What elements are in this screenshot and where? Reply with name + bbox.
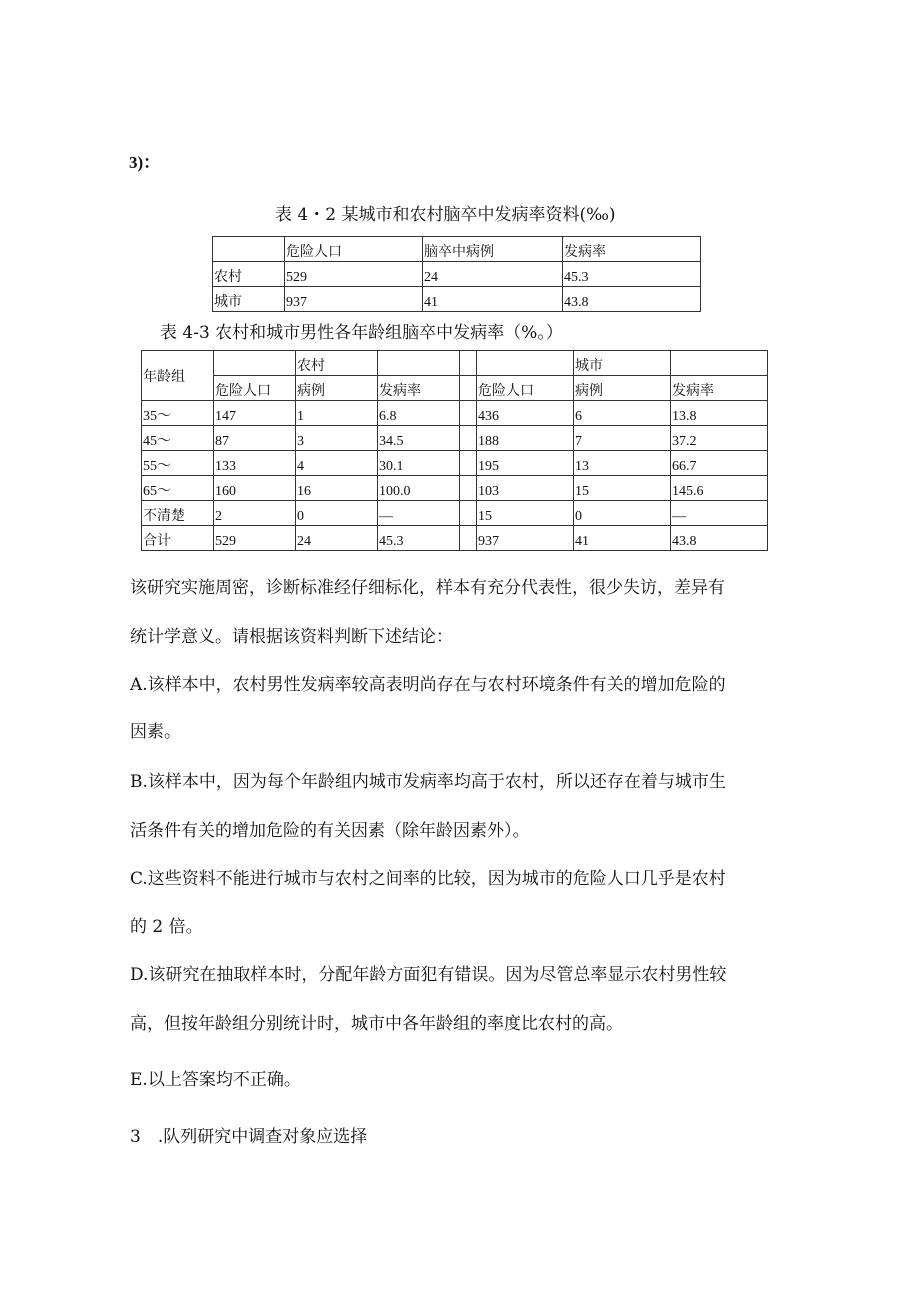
table-cell: 34.5	[378, 426, 460, 451]
table-row	[142, 401, 768, 426]
table-cell: —	[671, 501, 768, 526]
urban-header: 城市	[574, 351, 671, 376]
table-cell: 24	[296, 526, 378, 551]
option-a: A.该样本中，农村男性发病率较高表明尚存在与农村环境条件有关的增加危险的	[130, 675, 726, 695]
table-cell: 937	[285, 287, 423, 312]
table-header-cell: 脑卒中病例	[423, 237, 563, 262]
table-cell: 45.3	[378, 526, 460, 551]
table-cell	[671, 351, 768, 376]
table-header-cell: 发病率	[563, 237, 701, 262]
table-header-cell: 危险人口	[214, 376, 296, 401]
table-cell: 16	[296, 476, 378, 501]
table-cell: 0	[574, 501, 671, 526]
table-cell: 15	[477, 501, 574, 526]
table-cell: 6.8	[378, 401, 460, 426]
table-cell: 13	[574, 451, 671, 476]
table-cell: 2	[214, 501, 296, 526]
table-header-cell: 病例	[574, 376, 671, 401]
table-cell: 100.0	[378, 476, 460, 501]
table-cell: 37.2	[671, 426, 768, 451]
table-cell: 145.6	[671, 476, 768, 501]
table-cell: 30.1	[378, 451, 460, 476]
option-d: D.该研究在抽取样本时，分配年龄方面犯有错误。因为尽管总率显示农村男性较	[130, 965, 727, 985]
table1-caption: 表 4・2 某城市和农村脑卒中发病率资料(‰)	[275, 205, 616, 225]
table-cell: 4	[296, 451, 378, 476]
option-c-cont: 的 2 倍。	[130, 917, 203, 937]
table-row	[142, 376, 768, 401]
table-gap-cell	[460, 476, 477, 501]
option-b: B.该样本中，因为每个年龄组内城市发病率均高于农村，所以还存在着与城市生	[130, 772, 726, 792]
age-cell: 45～	[142, 426, 214, 451]
table-row	[142, 526, 768, 551]
age-cell: 合计	[142, 526, 214, 551]
body-paragraph-line: 该研究实施周密，诊断标准经仔细标化，样本有充分代表性，很少失访，差异有	[130, 578, 725, 598]
age-cell: 不清楚	[142, 501, 214, 526]
table-cell	[213, 237, 285, 262]
table-cell: 188	[477, 426, 574, 451]
age-cell: 35～	[142, 401, 214, 426]
table-row	[213, 287, 701, 312]
table-gap-cell	[460, 401, 477, 426]
rural-header: 农村	[296, 351, 378, 376]
table-header-cell: 危险人口	[285, 237, 423, 262]
table-row	[213, 262, 701, 287]
table-header-cell: 危险人口	[477, 376, 574, 401]
table-cell: 24	[423, 262, 563, 287]
option-c: C.这些资料不能进行城市与农村之间率的比较，因为城市的危险人口几乎是农村	[130, 869, 726, 889]
table-cell: 133	[214, 451, 296, 476]
table-row	[142, 426, 768, 451]
table-header-cell: 发病率	[378, 376, 460, 401]
option-e: E.以上答案均不正确。	[130, 1070, 301, 1090]
table-gap-cell	[460, 351, 477, 376]
table-cell: 147	[214, 401, 296, 426]
table-cell: 436	[477, 401, 574, 426]
option-a-cont: 因素。	[130, 722, 181, 742]
table2-caption: 表 4-3 农村和城市男性各年龄组脑卒中发病率（%。）	[160, 323, 563, 343]
table-cell	[214, 351, 296, 376]
table-cell: 195	[477, 451, 574, 476]
table-cell: 15	[574, 476, 671, 501]
table-row	[142, 451, 768, 476]
table-header-cell: 发病率	[671, 376, 768, 401]
table-header-cell: 病例	[296, 376, 378, 401]
question-marker: 3)：	[129, 153, 161, 172]
table-cell: 7	[574, 426, 671, 451]
table-cell: 43.8	[563, 287, 701, 312]
table-cell: 66.7	[671, 451, 768, 476]
table-cell: 529	[285, 262, 423, 287]
age-group-header: 年龄组	[142, 351, 214, 401]
table1	[212, 236, 701, 312]
table-gap-cell	[460, 451, 477, 476]
table-cell: 6	[574, 401, 671, 426]
table-cell: 41	[423, 287, 563, 312]
table-cell: 3	[296, 426, 378, 451]
table-cell: 0	[296, 501, 378, 526]
table-cell: 城市	[213, 287, 285, 312]
option-b-cont: 活条件有关的增加危险的有关因素（除年龄因素外）。	[130, 821, 530, 841]
table-gap-cell	[460, 526, 477, 551]
table-gap-cell	[460, 501, 477, 526]
table-gap-cell	[460, 426, 477, 451]
age-cell: 55～	[142, 451, 214, 476]
body-paragraph-line: 统计学意义。请根据该资料判断下述结论：	[130, 627, 453, 647]
table-cell: 45.3	[563, 262, 701, 287]
table-cell	[477, 351, 574, 376]
table-cell: 43.8	[671, 526, 768, 551]
table2	[141, 350, 768, 551]
table-cell: 87	[214, 426, 296, 451]
age-cell: 65～	[142, 476, 214, 501]
table-cell: —	[378, 501, 460, 526]
table-row	[142, 501, 768, 526]
table-cell: 937	[477, 526, 574, 551]
option-d-cont: 高，但按年龄组分别统计时，城市中各年龄组的率度比农村的高。	[130, 1014, 623, 1034]
table-cell: 农村	[213, 262, 285, 287]
table-cell: 41	[574, 526, 671, 551]
table-cell: 160	[214, 476, 296, 501]
table-row	[213, 237, 701, 262]
table-cell: 103	[477, 476, 574, 501]
table-row	[142, 351, 768, 376]
next-question: 3 .队列研究中调查对象应选择	[130, 1127, 368, 1147]
table-cell	[378, 351, 460, 376]
table-cell: 1	[296, 401, 378, 426]
table-cell: 529	[214, 526, 296, 551]
table-gap-cell	[460, 376, 477, 401]
table-cell: 13.8	[671, 401, 768, 426]
table-row	[142, 476, 768, 501]
